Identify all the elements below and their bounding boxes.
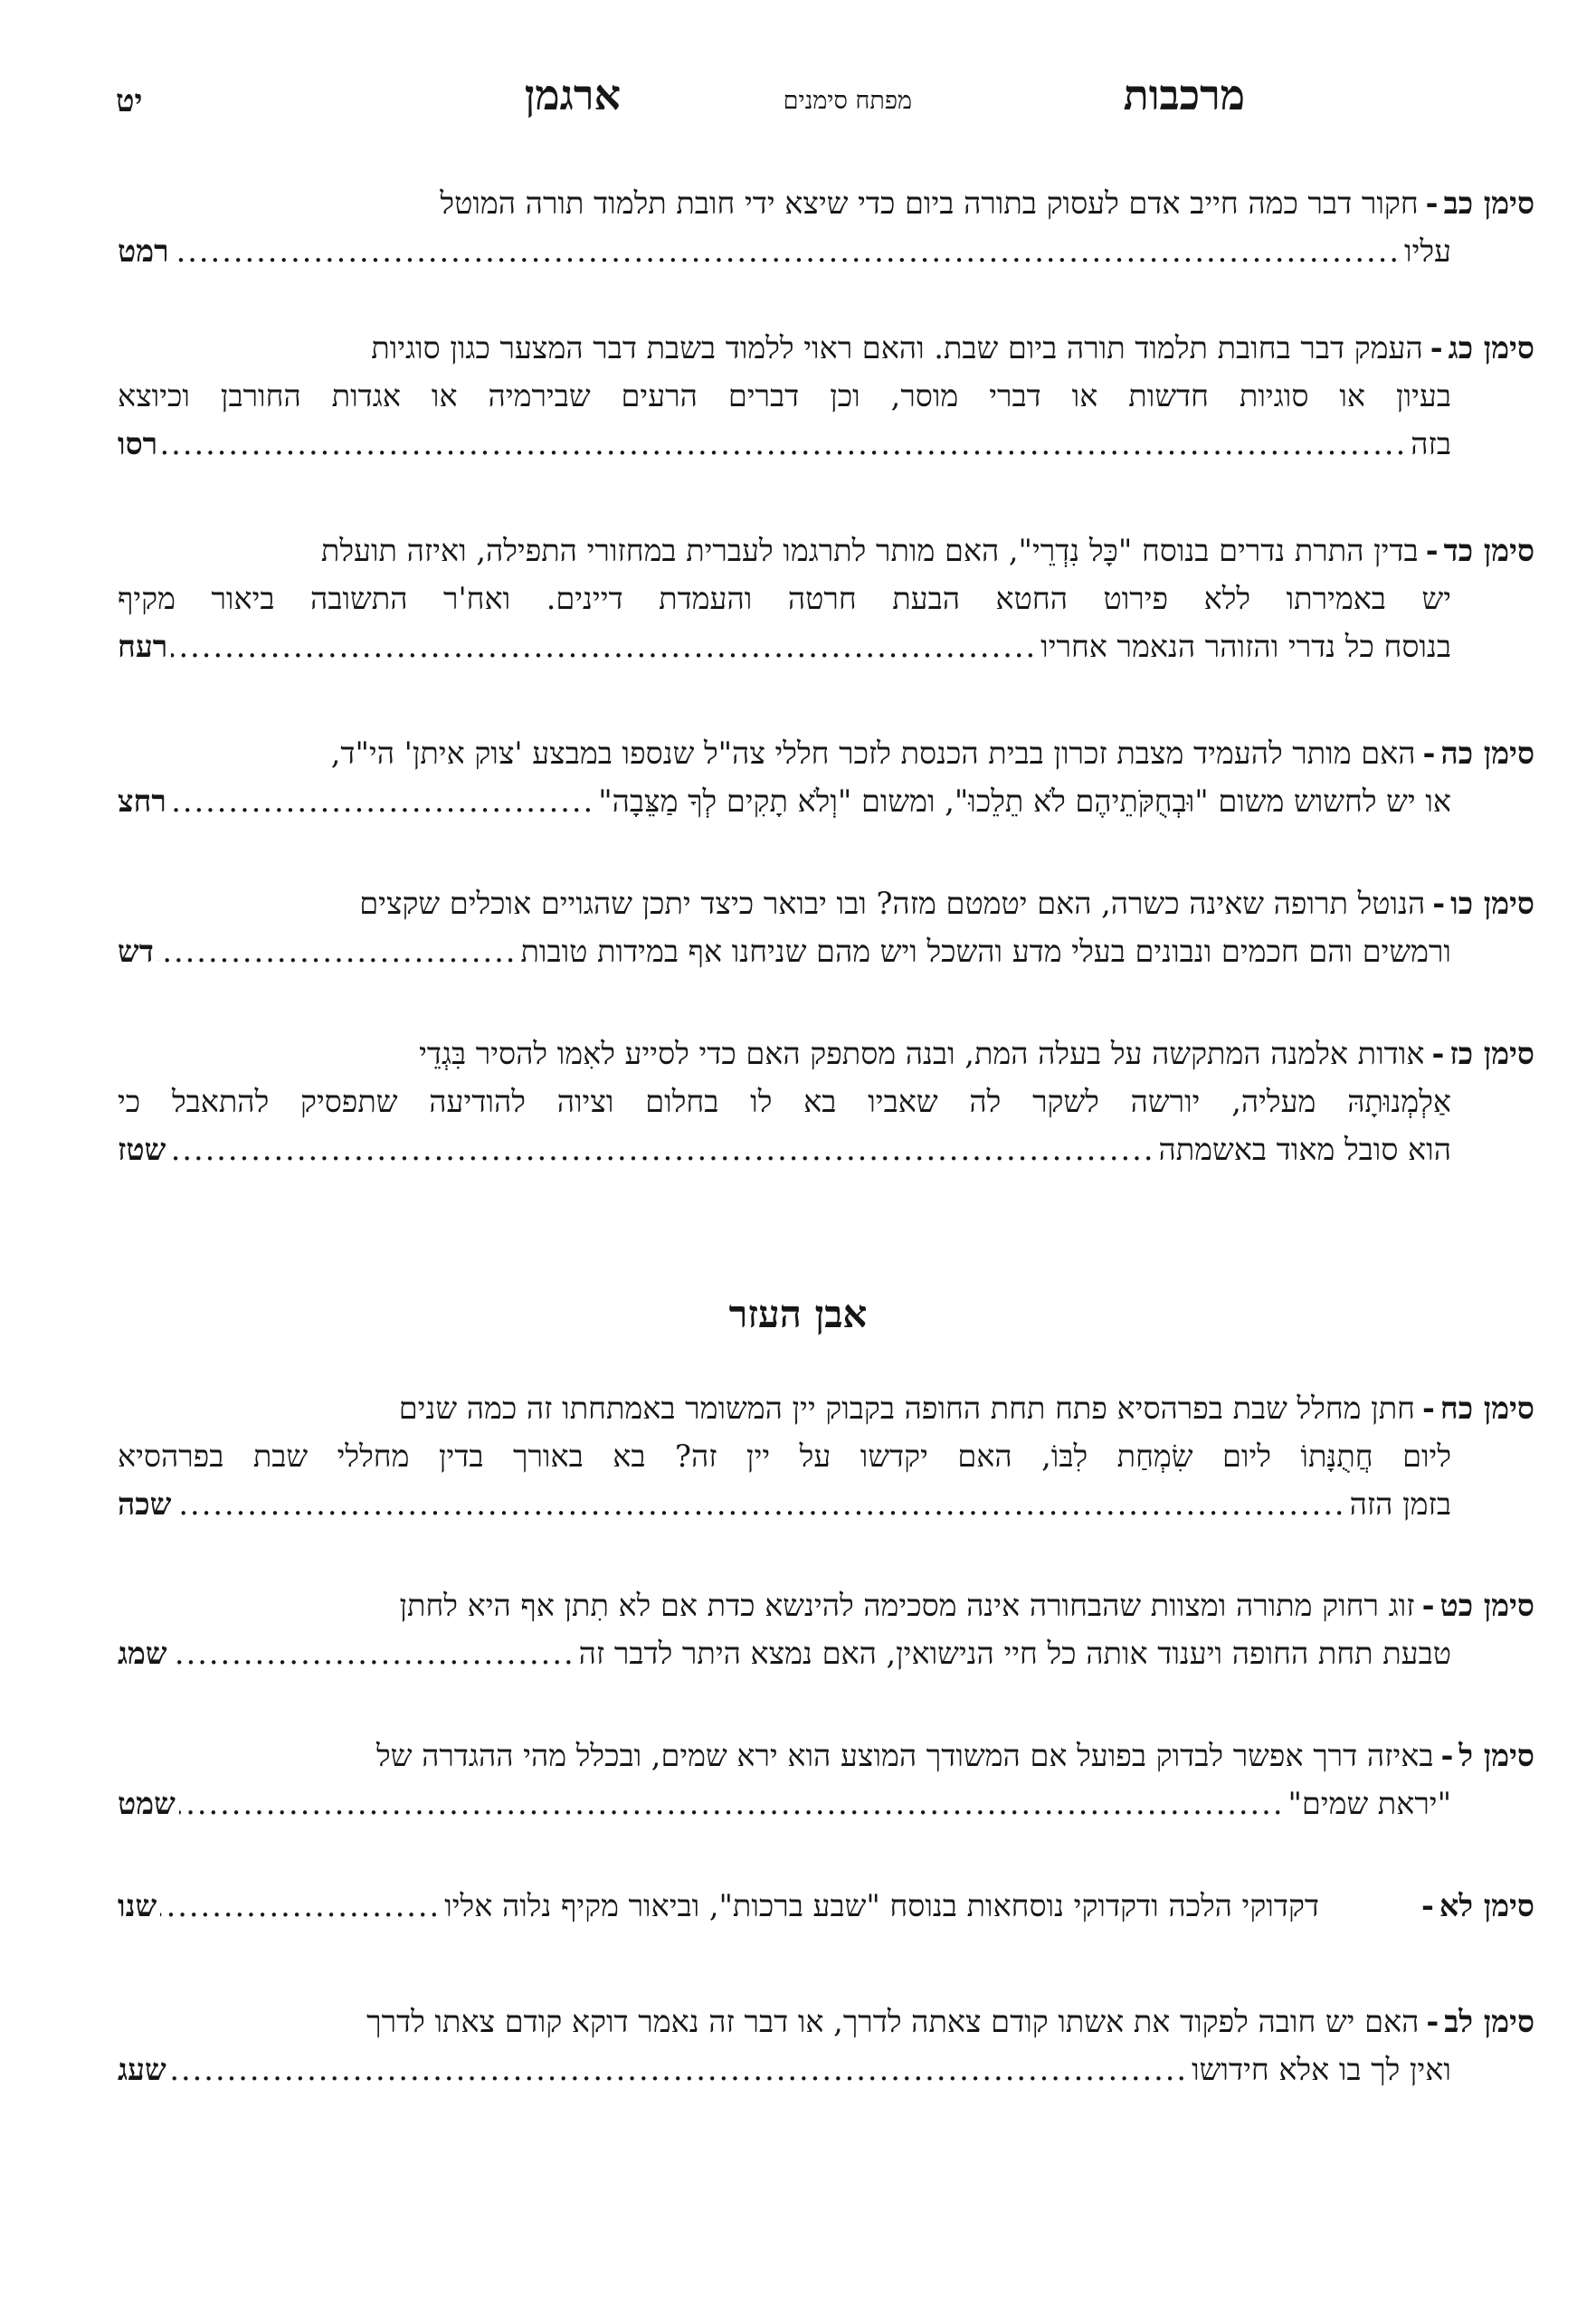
entry-label: סימן כט [1439, 1588, 1534, 1623]
entry-dash: - [1430, 330, 1443, 365]
entry-text: בנוסח כל נדרי והזוהר הנאמר אחריו [1040, 629, 1451, 664]
entry-dash: - [1431, 1036, 1445, 1071]
entry-last-line [118, 1480, 1451, 1528]
entry-text: בזה [1411, 426, 1451, 461]
entry-text: בדין התרת נדרים בנוסח "כָּל נִדְרֵי", האם מותר לתרגמו לעברית במחזורי התפילה, ואיזה תועלת [320, 533, 1419, 568]
entry-dash: - [1440, 1738, 1454, 1773]
entry-page-ref: שמט [118, 1786, 176, 1821]
entry-page-ref: שכה [118, 1486, 172, 1522]
running-subtitle: מפתח סימנים [783, 87, 912, 115]
leader-dots [170, 777, 594, 825]
entry-line [118, 1432, 1534, 1480]
entry-line [118, 1480, 1534, 1528]
index-entry [118, 1030, 1534, 1173]
entry-line [118, 324, 1534, 372]
entry-label: סימן כג [1448, 330, 1534, 365]
entry-text: האם יש חובה לפקוד את אשתו קודם צאתה לדרך, או דבר זה נאמר דוקא קודם צאתו לדרך [366, 2004, 1420, 2039]
entry-line [118, 1125, 1534, 1173]
leader-dots [161, 420, 1407, 468]
entry-line [118, 1998, 1534, 2045]
book-title: מרכבות [1123, 71, 1245, 119]
entry-page-ref: דש [118, 934, 154, 969]
page-number: יט [116, 83, 143, 119]
entry-last-line [118, 1882, 1319, 1930]
entry-text: הנוטל תרופה שאינה כשרה, האם יטמטם מזה? ובו יבואר כיצד יתכן שהגויים אוכלים שקצים [359, 886, 1426, 921]
entry-line [118, 2045, 1534, 2093]
entry-text: בעיון או סוגיות חדשות או דברי מוסר, וכן דברים הרעים שבירמיה או אגדות החורבן וכיוצא [118, 378, 1451, 413]
entry-page-ref: שעג [118, 2052, 166, 2087]
entry-label: סימן לא [1439, 1888, 1534, 1923]
entry-line [118, 372, 1534, 420]
entry-dash: - [1421, 1888, 1434, 1923]
index-entry [118, 324, 1534, 468]
leader-dots [170, 2045, 1188, 2093]
index-entry [118, 1882, 1534, 1930]
leader-dots [169, 1125, 1154, 1173]
entry-text: דקדוקי הלכה ודקדוקי נוסחאות בנוסח "שבע ברכות", וביאור מקיף נלוה אליו [444, 1888, 1319, 1923]
entry-dash: - [1421, 1588, 1435, 1623]
entry-line [118, 1077, 1534, 1125]
entry-text: אַלְמְנוּתָהּ מעליה, יורשה לשקר לה שאביו בא לו בחלום וציוה להודיעה שתפסיק להתאבל כי [118, 1084, 1451, 1119]
entry-line [118, 227, 1534, 275]
entry-line [118, 729, 1534, 777]
entry-dash: - [1426, 2004, 1439, 2039]
entry-dash: - [1421, 1391, 1435, 1426]
entry-page-ref: שטז [118, 1132, 166, 1167]
entry-line [118, 777, 1534, 825]
entry-text: העמק דבר בחובת תלמוד תורה ביום שבת. והאם ראוי ללמוד בשבת דבר המצער כגון סוגיות [371, 330, 1423, 365]
entry-line [118, 1882, 1534, 1930]
entry-label: סימן כב [1443, 185, 1534, 221]
index-entry [118, 729, 1534, 825]
leader-dots [175, 1480, 1345, 1528]
entry-label: סימן ל [1458, 1738, 1534, 1773]
entry-label: סימן כז [1449, 1036, 1534, 1071]
entry-last-line [118, 1125, 1451, 1173]
entry-text: ליום חֲתֻנָּתוֹ ליום שִׂמְחַת לִבּוֹ, האם יקדשו על יין זה? בא באורך בדין מחללי שבת בפרהסיא [118, 1438, 1451, 1474]
entry-last-line [118, 1780, 1451, 1827]
index-entry [118, 179, 1534, 275]
entry-text: "יראת שמים" [1287, 1786, 1451, 1821]
entry-page-ref: רחצ [118, 783, 166, 819]
author-name: ארגמן [524, 71, 621, 119]
entry-label: סימן כד [1443, 533, 1534, 568]
entry-line [118, 927, 1534, 975]
entry-line [118, 879, 1534, 927]
index-entry [118, 879, 1534, 975]
index-entry [118, 1581, 1534, 1677]
entry-text: חקור דבר כמה חייב אדם לעסוק בתורה ביום כדי שיצא ידי חובת תלמוד תורה המוטל [440, 185, 1419, 221]
entry-page-ref: שמג [118, 1636, 167, 1671]
entry-line [118, 622, 1534, 670]
entry-page-ref: רעח [118, 629, 168, 664]
entry-page-ref: רמט [118, 233, 169, 269]
entry-line [118, 1732, 1534, 1780]
entry-text: עליו [1404, 233, 1451, 269]
leader-dots [171, 1629, 575, 1677]
entry-line [118, 179, 1534, 227]
index-entry [118, 527, 1534, 670]
leader-dots [171, 622, 1037, 670]
entry-text: או יש לחשוש משום "וּבְחֻקֹּתֵיהֶם לֹא תֵלֵכוּ", ומשום "וְלֹא תָקִים לְךָ מַצֵּבָה" [598, 783, 1451, 819]
index-entry [118, 1384, 1534, 1528]
entry-line [118, 1384, 1534, 1432]
entry-last-line [118, 777, 1451, 825]
leader-dots [173, 227, 1401, 275]
leader-dots [157, 927, 518, 975]
entry-text: אודות אלמנה המתקשה על בעלה המת, ובנה מסתפק האם כדי לסייע לאִמו להסיר בִּגְדֵי [419, 1036, 1425, 1071]
entry-dash: - [1425, 185, 1439, 221]
index-entry [118, 1732, 1534, 1827]
entry-line [118, 527, 1534, 574]
entry-page-ref: רסו [118, 426, 158, 461]
entry-dash: - [1422, 736, 1436, 771]
section-title: אבן העזר [728, 1292, 868, 1336]
entry-last-line [118, 420, 1451, 468]
entry-text: באיזה דרך אפשר לבדוק בפועל אם המשודך המוצע הוא ירא שמים, ובכלל מהי ההגדרה של [376, 1738, 1434, 1773]
entry-text: ורמשים והם חכמים ונבונים בעלי מדע והשכל ויש מהם שניחנו אף במידות טובות [520, 934, 1451, 969]
entry-label: סימן לב [1444, 2004, 1534, 2039]
entry-line [118, 1581, 1534, 1629]
entry-dash: - [1425, 533, 1439, 568]
entry-text: הוא סובל מאוד באשמתה [1158, 1132, 1451, 1167]
entry-text: האם מותר להעמיד מצבת זכרון בבית הכנסת לזכר חללי צה"ל שנספו במבצע 'צוק איתן' הי"ד, [330, 736, 1416, 771]
entry-label: סימן כה [1440, 736, 1534, 771]
entry-line [118, 1030, 1534, 1077]
entry-last-line [118, 227, 1451, 275]
entry-text: טבעת תחת החופה ויענוד אותה כל חיי הנישואין, האם נמצא היתר לדבר זה [578, 1636, 1451, 1671]
entry-line [118, 1780, 1534, 1827]
index-entry [118, 1998, 1534, 2093]
entry-page-ref: שנו [118, 1888, 157, 1923]
entry-dash: - [1432, 886, 1446, 921]
entry-text: יש באמירתו ללא פירוט החטא הבעת חרטה והעמדת דיינים. ואח'ר התשובה ביאור מקיף [118, 581, 1451, 616]
leader-dots [179, 1780, 1285, 1827]
entry-last-line [118, 927, 1451, 975]
entry-text: ואין לך בו אלא חידושו [1192, 2052, 1451, 2087]
entry-line [118, 420, 1534, 468]
entry-last-line [118, 1629, 1451, 1677]
entry-line [118, 1629, 1534, 1677]
entry-label: סימן כו [1450, 886, 1534, 921]
entry-text: חתן מחלל שבת בפרהסיא פתח תחת החופה בקבוק יין המשומר באמתחתו זה כמה שנים [398, 1391, 1415, 1426]
entry-label: סימן כח [1439, 1391, 1534, 1426]
entry-text: בזמן הזה [1349, 1486, 1451, 1522]
entry-text: זוג רחוק מתורה ומצוות שהבחורה אינה מסכימה להינשא כדת אם לא תִתן אף היא לחתן [399, 1588, 1415, 1623]
entry-last-line [118, 2045, 1451, 2093]
leader-dots [160, 1882, 441, 1930]
entry-line [118, 574, 1534, 622]
entry-last-line [118, 622, 1451, 670]
